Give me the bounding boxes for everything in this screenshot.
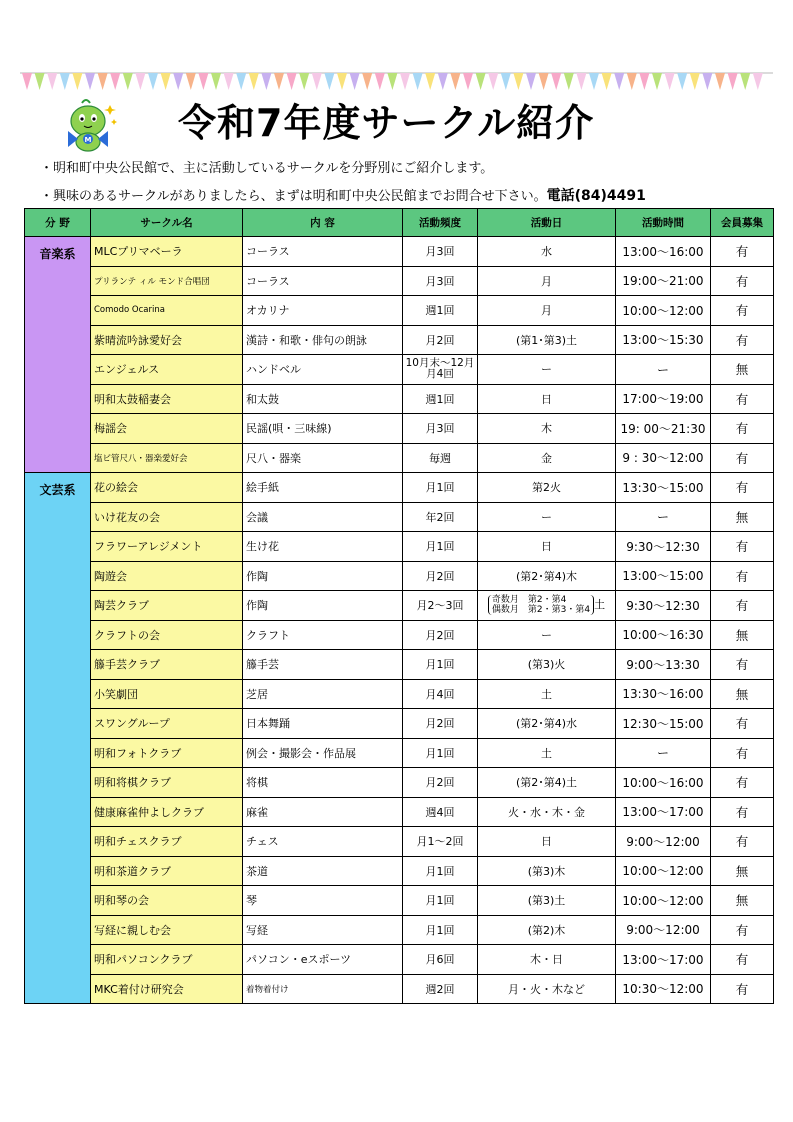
activity-time: 13:00～15:00 [616, 561, 711, 591]
activity-time: 13:00～15:30 [616, 325, 711, 355]
activity-time: 10:00～12:00 [616, 296, 711, 326]
pennant-flag [299, 73, 309, 90]
activity-frequency-line: 10月末～12月 [405, 357, 475, 370]
activity-time: 13:30～15:00 [616, 473, 711, 503]
circle-content: 着物着付け [243, 974, 403, 1004]
circle-content: 絵手紙 [243, 473, 403, 503]
pennant-flag [564, 73, 574, 90]
activity-time: 9:00～12:00 [616, 915, 711, 945]
member-recruit-status: 有 [711, 709, 774, 739]
table-row [25, 650, 774, 680]
pennant-flag [539, 73, 549, 90]
member-recruit-status: 有 [711, 384, 774, 414]
activity-frequency: 月1回 [403, 532, 478, 562]
circle-name: クラフトの会 [91, 620, 243, 650]
table-row [25, 591, 774, 621]
pennant-flag [274, 73, 284, 90]
activity-time: 9:30～12:30 [616, 591, 711, 621]
activity-day: (第2)木 [478, 915, 616, 945]
activity-day: (第1･第3)土 [478, 325, 616, 355]
intro-text-line-2 [40, 185, 646, 205]
activity-day: (第3)土 [478, 886, 616, 916]
pennant-flag [602, 73, 612, 90]
activity-frequency-line: 月4回 [426, 368, 454, 381]
activity-day: (第3)木 [478, 856, 616, 886]
circle-name: 写経に親しむ会 [91, 915, 243, 945]
table-row [25, 532, 774, 562]
pennant-flag [173, 73, 183, 90]
pennant-flag [652, 73, 662, 90]
circle-name: 明和太鼓稲妻会 [91, 384, 243, 414]
circle-content: 芝居 [243, 679, 403, 709]
activity-time: 13:00～17:00 [616, 945, 711, 975]
table-row [25, 738, 774, 768]
activity-day: 水 [478, 237, 616, 267]
circle-content: クラフト [243, 620, 403, 650]
circle-content: 和太鼓 [243, 384, 403, 414]
member-recruit-status: 無 [711, 856, 774, 886]
activity-frequency: 月2回 [403, 709, 478, 739]
circle-content: 将棋 [243, 768, 403, 798]
activity-day: 木 [478, 414, 616, 444]
table-row [25, 915, 774, 945]
header-activity-day: 活動日 [478, 209, 616, 237]
activity-day: (第2･第4)水 [478, 709, 616, 739]
activity-day: 日 [478, 532, 616, 562]
pennant-flag [463, 73, 473, 90]
pennant-flag [677, 73, 687, 90]
circle-name: 紫晴流吟詠愛好会 [91, 325, 243, 355]
member-recruit-status: 有 [711, 325, 774, 355]
circle-name: 明和フォトクラブ [91, 738, 243, 768]
pennant-flag [513, 73, 523, 90]
header-member-recruit: 会員募集 [711, 209, 774, 237]
member-recruit-status: 無 [711, 502, 774, 532]
member-recruit-status: 有 [711, 561, 774, 591]
member-recruit-status: 有 [711, 237, 774, 267]
circle-name: 明和パソコンクラブ [91, 945, 243, 975]
table-row [25, 827, 774, 857]
pennant-flag [576, 73, 586, 90]
pennant-flag [753, 73, 763, 90]
circle-name: 籐手芸クラブ [91, 650, 243, 680]
pennant-flag [148, 73, 158, 90]
activity-day: (第2･第4)土 [478, 768, 616, 798]
pennant-flag [438, 73, 448, 90]
activity-time: 13:30～16:00 [616, 679, 711, 709]
activity-time: 10:30～12:00 [616, 974, 711, 1004]
table-row [25, 768, 774, 798]
circle-content: 尺八・器楽 [243, 443, 403, 473]
intro-text-line-2-body: ・興味のあるサークルがありましたら、まずは明和町中央公民館までお問合せ下さい。 [40, 189, 547, 204]
circle-content: 例会・撮影会・作品展 [243, 738, 403, 768]
activity-frequency: 月1回 [403, 650, 478, 680]
circle-content: 琴 [243, 886, 403, 916]
activity-time: 19:00～21:00 [616, 266, 711, 296]
activity-day: 月 [478, 296, 616, 326]
pennant-flag [324, 73, 334, 90]
pennant-flag [488, 73, 498, 90]
pennant-flag [526, 73, 536, 90]
pennant-flag [261, 73, 271, 90]
activity-frequency: 月4回 [403, 679, 478, 709]
activity-time: 17:00～19:00 [616, 384, 711, 414]
table-row [25, 355, 774, 385]
circle-name: 明和将棋クラブ [91, 768, 243, 798]
circle-name: エンジェルス [91, 355, 243, 385]
pennant-flag [375, 73, 385, 90]
circle-content: 会議 [243, 502, 403, 532]
activity-frequency: 月2回 [403, 620, 478, 650]
member-recruit-status: 有 [711, 591, 774, 621]
circle-name: プリランテ ィル モンド合唱団 [91, 266, 243, 296]
category-music: 音楽系 [25, 237, 91, 473]
pennant-flag [249, 73, 259, 90]
activity-day: 木・日 [478, 945, 616, 975]
activity-day: (第2･第4)木 [478, 561, 616, 591]
circle-name: フラワーアレジメント [91, 532, 243, 562]
pennant-flag [110, 73, 120, 90]
activity-frequency: 毎週 [403, 443, 478, 473]
pennant-flag [35, 73, 45, 90]
table-row [25, 443, 774, 473]
member-recruit-status: 無 [711, 886, 774, 916]
table-header-row [25, 209, 774, 237]
pennant-flag [211, 73, 221, 90]
activity-frequency: 月1回 [403, 473, 478, 503]
activity-frequency [403, 355, 478, 385]
activity-frequency: 週1回 [403, 296, 478, 326]
activity-day: 月・火・木など [478, 974, 616, 1004]
activity-day: 火・水・木・金 [478, 797, 616, 827]
circle-table [24, 208, 774, 1004]
activity-day-block [488, 595, 594, 615]
activity-frequency: 月2回 [403, 325, 478, 355]
pennant-flag [362, 73, 372, 90]
pennant-flag [690, 73, 700, 90]
circle-name: 明和チェスクラブ [91, 827, 243, 857]
activity-time: 10:00～16:30 [616, 620, 711, 650]
pennant-flag [161, 73, 171, 90]
circle-name: 小笑劇団 [91, 679, 243, 709]
pennant-flag [413, 73, 423, 90]
table-row [25, 384, 774, 414]
header-circle-name: サークル名 [91, 209, 243, 237]
circle-content: 籐手芸 [243, 650, 403, 680]
activity-day: 日 [478, 384, 616, 414]
activity-day: ー [478, 620, 616, 650]
member-recruit-status: 有 [711, 650, 774, 680]
activity-frequency: 月1回 [403, 738, 478, 768]
circle-content: 茶道 [243, 856, 403, 886]
table-row [25, 237, 774, 267]
activity-frequency: 月1～2回 [403, 827, 478, 857]
pennant-flag [639, 73, 649, 90]
member-recruit-status: 有 [711, 768, 774, 798]
table-row [25, 974, 774, 1004]
pennant-flag [702, 73, 712, 90]
circle-name: いけ花友の会 [91, 502, 243, 532]
member-recruit-status: 無 [711, 679, 774, 709]
circle-content: 漢詩・和歌・俳句の朗詠 [243, 325, 403, 355]
activity-day: 第2火 [478, 473, 616, 503]
activity-time: ー [616, 738, 711, 768]
activity-time: 12:30～15:00 [616, 709, 711, 739]
pennant-flag [400, 73, 410, 90]
activity-time: 10:00～12:00 [616, 886, 711, 916]
activity-frequency: 週4回 [403, 797, 478, 827]
pennant-flag [387, 73, 397, 90]
pennant-bunting-decoration [0, 0, 793, 100]
circle-content: チェス [243, 827, 403, 857]
table-row [25, 296, 774, 326]
circle-name: 陶遊会 [91, 561, 243, 591]
table-row [25, 620, 774, 650]
circle-content: 作陶 [243, 591, 403, 621]
pennant-flag [224, 73, 234, 90]
table-row [25, 679, 774, 709]
table-row [25, 502, 774, 532]
circle-name: 花の絵会 [91, 473, 243, 503]
activity-time: 13:00～17:00 [616, 797, 711, 827]
activity-day-suffix: 土 [594, 598, 606, 612]
activity-day-line: 奇数月 第2・第4 [491, 595, 567, 606]
member-recruit-status: 有 [711, 797, 774, 827]
pennant-flag [60, 73, 70, 90]
member-recruit-status: 無 [711, 620, 774, 650]
activity-time: ー [616, 502, 711, 532]
circle-name: スワングループ [91, 709, 243, 739]
pennant-flag [312, 73, 322, 90]
pennant-flag [287, 73, 297, 90]
circle-name: MLCプリマベーラ [91, 237, 243, 267]
activity-time: 9 : 30～12:00 [616, 443, 711, 473]
table-row [25, 473, 774, 503]
intro-text-line-1: ・明和町中央公民館で、主に活動しているサークルを分野別にご紹介します。 [40, 161, 494, 176]
table-row [25, 886, 774, 916]
activity-time: 9:00～13:30 [616, 650, 711, 680]
member-recruit-status: 有 [711, 266, 774, 296]
activity-frequency: 月3回 [403, 237, 478, 267]
table-row [25, 945, 774, 975]
activity-day [478, 591, 616, 621]
pennant-flag [186, 73, 196, 90]
pennant-flag [501, 73, 511, 90]
activity-day: ー [478, 502, 616, 532]
category-literature: 文芸系 [25, 473, 91, 1004]
activity-time: 10:00～12:00 [616, 856, 711, 886]
circle-name: 梅謡会 [91, 414, 243, 444]
activity-frequency: 月1回 [403, 856, 478, 886]
activity-day: 月 [478, 266, 616, 296]
pennant-flag [589, 73, 599, 90]
activity-time: 10:00～16:00 [616, 768, 711, 798]
pennant-flag [47, 73, 57, 90]
pennant-flag [350, 73, 360, 90]
table-row [25, 797, 774, 827]
circle-content: 日本舞踊 [243, 709, 403, 739]
circle-name: 塩ビ管尺八・器楽愛好会 [91, 443, 243, 473]
activity-frequency: 月1回 [403, 915, 478, 945]
table-row [25, 709, 774, 739]
activity-day: (第3)火 [478, 650, 616, 680]
circle-content: 作陶 [243, 561, 403, 591]
header-content: 内 容 [243, 209, 403, 237]
phone-number: 電話(84)4491 [546, 188, 646, 204]
member-recruit-status: 有 [711, 738, 774, 768]
pennant-flag [450, 73, 460, 90]
pennant-flag [740, 73, 750, 90]
activity-frequency: 月3回 [403, 414, 478, 444]
header-activity-time: 活動時間 [616, 209, 711, 237]
activity-frequency: 月6回 [403, 945, 478, 975]
circle-content: 民謡(唄・三味線) [243, 414, 403, 444]
pennant-flag [728, 73, 738, 90]
activity-day: 土 [478, 679, 616, 709]
pennant-flag [715, 73, 725, 90]
table-row [25, 561, 774, 591]
activity-day: ー [478, 355, 616, 385]
activity-time: 9:30～12:30 [616, 532, 711, 562]
activity-day: 土 [478, 738, 616, 768]
circle-name: MKC着付け研究会 [91, 974, 243, 1004]
circle-content: パソコン・eスポーツ [243, 945, 403, 975]
pennant-flag [614, 73, 624, 90]
circle-name: 陶芸クラブ [91, 591, 243, 621]
table-row [25, 414, 774, 444]
header-category: 分 野 [25, 209, 91, 237]
pennant-flag [22, 73, 32, 90]
circle-name: Comodo Ocarina [91, 296, 243, 326]
pennant-flag [98, 73, 108, 90]
member-recruit-status: 有 [711, 296, 774, 326]
activity-frequency: 週2回 [403, 974, 478, 1004]
pennant-flag [551, 73, 561, 90]
pennant-flag [123, 73, 133, 90]
activity-frequency: 月2回 [403, 768, 478, 798]
activity-frequency: 年2回 [403, 502, 478, 532]
activity-frequency: 月1回 [403, 886, 478, 916]
member-recruit-status: 有 [711, 945, 774, 975]
pennant-flag [476, 73, 486, 90]
circle-name: 明和琴の会 [91, 886, 243, 916]
activity-frequency: 月3回 [403, 266, 478, 296]
member-recruit-status: 有 [711, 915, 774, 945]
circle-content: 麻雀 [243, 797, 403, 827]
member-recruit-status: 有 [711, 827, 774, 857]
circle-content: 生け花 [243, 532, 403, 562]
circle-content: オカリナ [243, 296, 403, 326]
pennant-flag [236, 73, 246, 90]
pennant-flag [85, 73, 95, 90]
pennant-flag [198, 73, 208, 90]
table-row [25, 325, 774, 355]
activity-frequency: 月2～3回 [403, 591, 478, 621]
member-recruit-status: 無 [711, 355, 774, 385]
activity-day: 日 [478, 827, 616, 857]
mascot-character-logo [60, 97, 122, 153]
circle-name: 健康麻雀仲よしクラブ [91, 797, 243, 827]
activity-day: 金 [478, 443, 616, 473]
activity-time: 9:00～12:00 [616, 827, 711, 857]
pennant-flag [72, 73, 82, 90]
circle-content: ハンドベル [243, 355, 403, 385]
table-row [25, 856, 774, 886]
member-recruit-status: 有 [711, 473, 774, 503]
circle-name: 明和茶道クラブ [91, 856, 243, 886]
activity-day-line: 偶数月 第2・第3・第4 [491, 605, 591, 616]
activity-time: ー [616, 355, 711, 385]
member-recruit-status: 有 [711, 443, 774, 473]
pennant-flag [337, 73, 347, 90]
pennant-flag [665, 73, 675, 90]
table-row [25, 266, 774, 296]
mascot-badge-letter: M [84, 136, 92, 144]
page-title: 令和7年度サークル紹介 [178, 101, 595, 145]
member-recruit-status: 有 [711, 414, 774, 444]
circle-content: コーラス [243, 237, 403, 267]
activity-time: 13:00～16:00 [616, 237, 711, 267]
header-frequency: 活動頻度 [403, 209, 478, 237]
member-recruit-status: 有 [711, 974, 774, 1004]
activity-frequency: 週1回 [403, 384, 478, 414]
pennant-flag [425, 73, 435, 90]
activity-time: 19: 00～21:30 [616, 414, 711, 444]
activity-frequency: 月2回 [403, 561, 478, 591]
pennant-flag [627, 73, 637, 90]
member-recruit-status: 有 [711, 532, 774, 562]
circle-content: 写経 [243, 915, 403, 945]
circle-content: コーラス [243, 266, 403, 296]
pennant-flag [135, 73, 145, 90]
